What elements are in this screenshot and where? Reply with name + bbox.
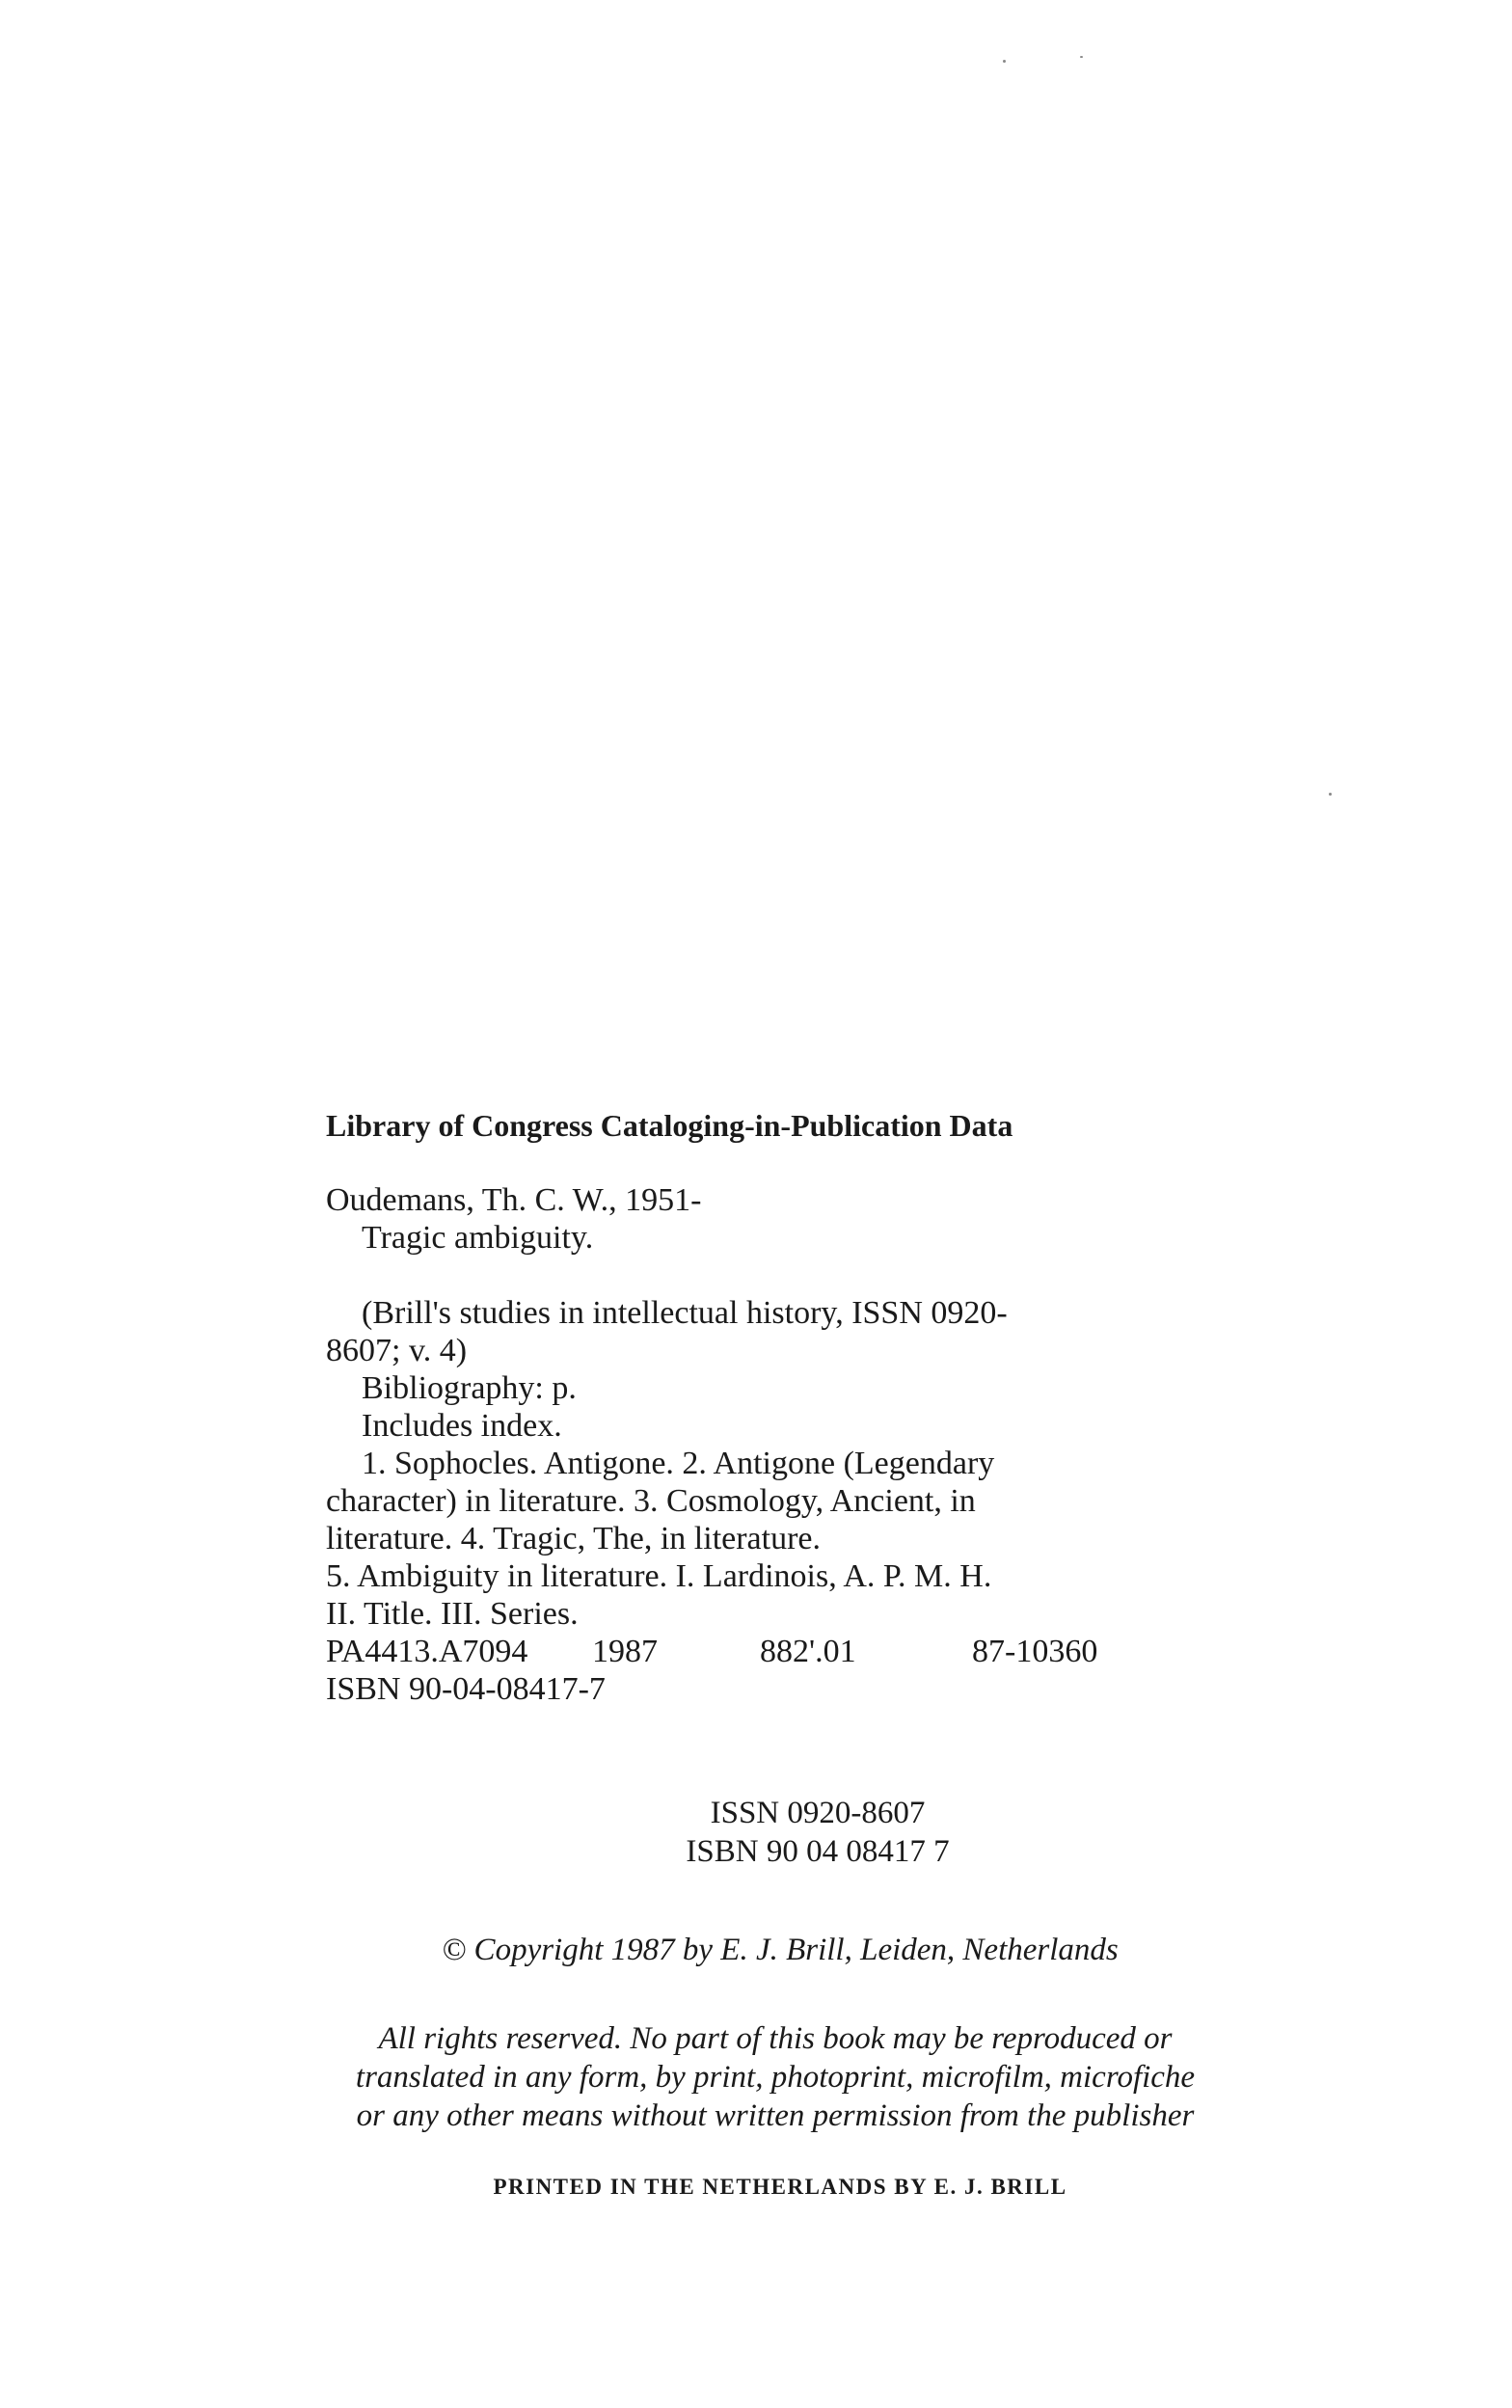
identifier-block: [0, 1794, 1512, 1871]
cip-lccn: 87-10360: [972, 1634, 1098, 1669]
cip-series-line: 8607; v. 4): [326, 1333, 468, 1368]
cip-bibliography: Bibliography: p.: [362, 1370, 577, 1406]
cip-isbn: ISBN 90-04-08417-7: [326, 1671, 606, 1707]
cip-record: [326, 1181, 1194, 1708]
cip-subjects-line: II. Title. III. Series.: [326, 1596, 579, 1632]
rights-line: or any other means without written permission from the publisher: [356, 2098, 1195, 2133]
cip-title: Tragic ambiguity.: [362, 1220, 594, 1256]
cip-subjects-line: 1. Sophocles. Antigone. 2. Antigone (Legendary: [362, 1446, 995, 1481]
cip-call-number-row: [326, 1633, 1194, 1670]
scan-speck: [1080, 56, 1083, 58]
cip-heading: Library of Congress Cataloging-in-Publication Data: [326, 1108, 1013, 1143]
cip-data-block: [326, 1107, 1194, 1708]
cip-series-line: (Brill's studies in intellectual history, ISSN 0920-: [362, 1295, 1008, 1331]
cip-subjects-line: 5. Ambiguity in literature. I. Lardinois, A. P. M. H.: [326, 1558, 992, 1594]
cip-dewey: 882'.01: [760, 1634, 856, 1669]
scan-speck: [1329, 793, 1332, 796]
issn-line: ISSN 0920-8607: [710, 1796, 926, 1830]
printer-imprint: PRINTED IN THE NETHERLANDS BY E. J. BRILL: [493, 2175, 1067, 2199]
isbn-line: ISBN 90 04 08417 7: [686, 1834, 950, 1869]
cip-subjects-line: literature. 4. Tragic, The, in literature.: [326, 1521, 822, 1556]
rights-notice: [0, 2019, 1512, 2135]
cip-index: Includes index.: [362, 1408, 562, 1444]
cip-call-number: PA4413.A7094: [326, 1634, 528, 1669]
scan-speck: [1003, 60, 1006, 63]
copyright-notice: © Copyright 1987 by E. J. Brill, Leiden, Netherlands: [442, 1933, 1119, 1967]
cip-author: Oudemans, Th. C. W., 1951-: [326, 1182, 702, 1218]
cip-year: 1987: [592, 1634, 658, 1669]
cip-subjects-line: character) in literature. 3. Cosmology, Ancient, in: [326, 1483, 976, 1519]
rights-line: All rights reserved. No part of this book may be reproduced or: [378, 2021, 1173, 2056]
rights-line: translated in any form, by print, photoprint, microfilm, microfiche: [355, 2060, 1196, 2095]
